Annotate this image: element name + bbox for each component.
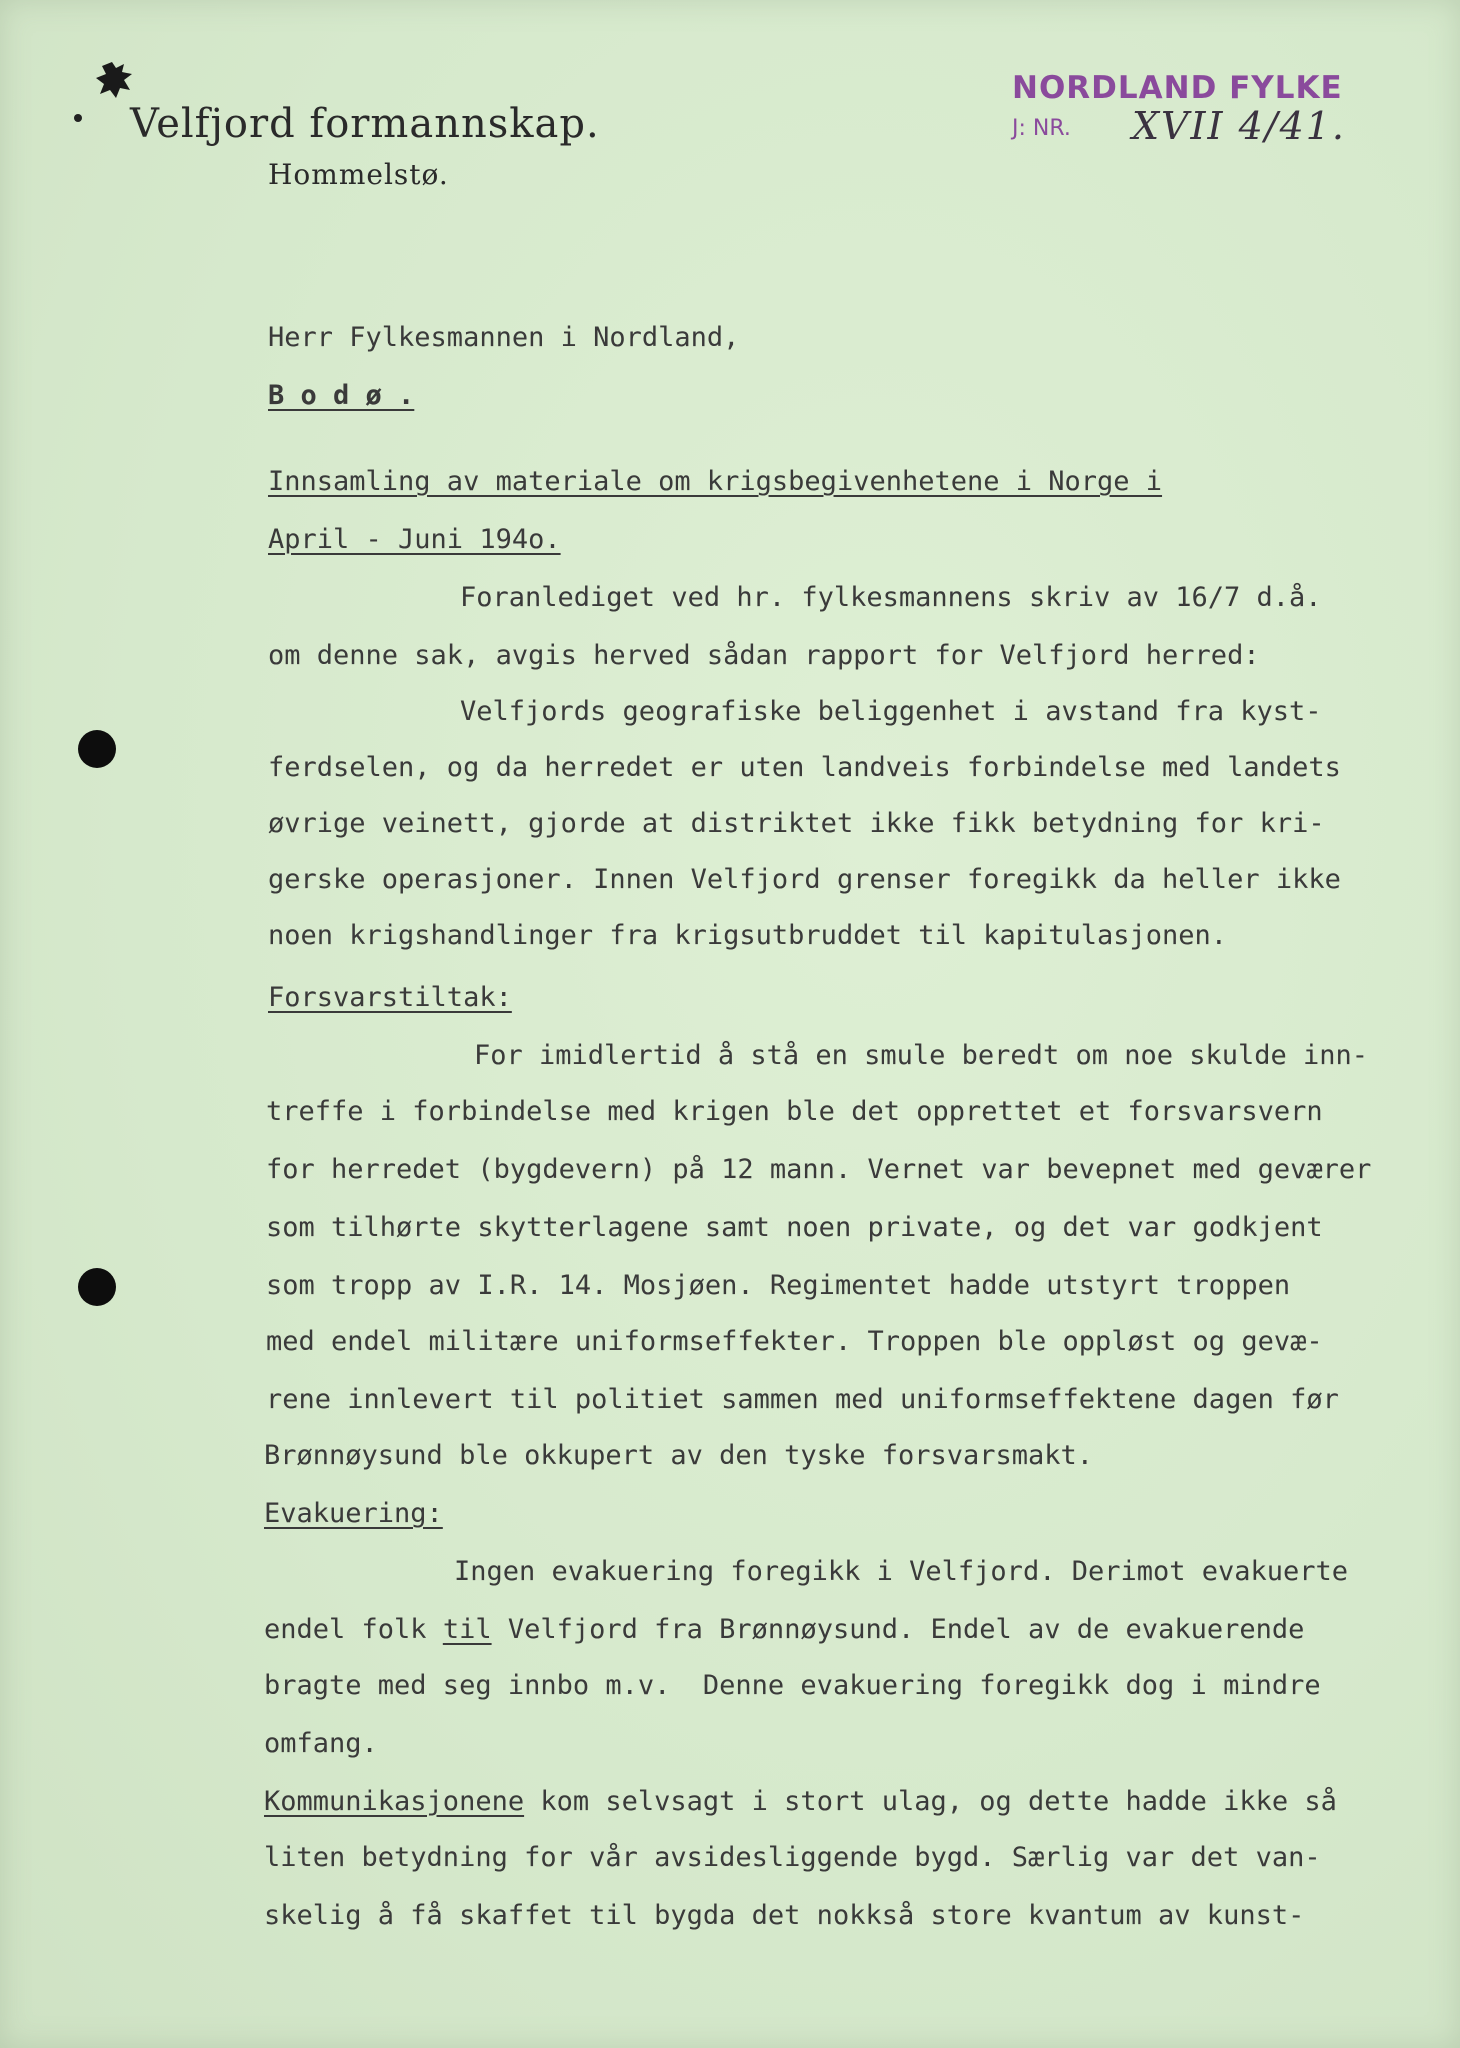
section-heading: Forsvarstiltak:	[268, 982, 512, 1013]
subject-line: April - Juni 194o.	[268, 524, 561, 555]
punch-hole	[78, 730, 116, 768]
section-heading: Kommunikasjonene	[264, 1786, 525, 1817]
paragraph-line: bragte med seg innbo m.v. Denne evakuering foregikk dog i mindre	[264, 1670, 1321, 1701]
recipient-line: Herr Fylkesmannen i Nordland,	[268, 322, 740, 353]
recipient-city: B o d ø .	[268, 380, 415, 411]
stamp-jnr-label: J: NR.	[1012, 116, 1071, 141]
paragraph-line: Ingen evakuering foregikk i Velfjord. Derimot evakuerte	[454, 1556, 1349, 1587]
text-segment: Velfjord fra Brønnøysund. Endel av de evakuerende	[491, 1614, 1305, 1645]
paragraph-line: skelig å få skaffet til bygda det nokkså store kvantum av kunst-	[264, 1900, 1305, 1931]
organization-name: Velfjord formannskap.	[130, 101, 600, 147]
ink-blot-mark	[94, 60, 134, 100]
emphasized-word: til	[442, 1614, 492, 1645]
paragraph-line: med endel militære uniformseffekter. Troppen ble oppløst og gevæ-	[266, 1326, 1323, 1357]
stamp-jnr-value: XVII 4/41.	[1132, 104, 1347, 148]
organization-place: Hommelstø.	[268, 158, 449, 191]
paragraph-line: omfang.	[264, 1728, 378, 1759]
paragraph-line: gerske operasjoner. Innen Velfjord grenser foregikk da heller ikke	[268, 864, 1341, 895]
paragraph-line: Velfjords geografiske beliggenhet i avstand fra kyst-	[460, 696, 1322, 727]
paragraph-line: for herredet (bygdevern) på 12 mann. Vernet var bevepnet med geværer	[266, 1154, 1372, 1185]
paragraph-line: som tilhørte skytterlagene samt noen private, og det var godkjent	[266, 1212, 1323, 1243]
paragraph-line: øvrige veinett, gjorde at distriktet ikke fikk betydning for kri-	[268, 808, 1325, 839]
stamp-title: NORDLAND FYLKE	[1012, 70, 1343, 106]
paragraph-line: om denne sak, avgis herved sådan rapport for Velfjord herred:	[268, 640, 1260, 671]
paragraph-line: rene innlevert til politiet sammen med uniformseffektene dagen før	[266, 1384, 1339, 1415]
section-heading: Evakuering:	[264, 1498, 443, 1529]
paragraph-line	[264, 1786, 1337, 1818]
paragraph-line: som tropp av I.R. 14. Mosjøen. Regimentet hadde utstyrt troppen	[266, 1270, 1291, 1301]
paragraph-line: Foranlediget ved hr. fylkesmannens skriv av 16/7 d.å.	[460, 582, 1322, 613]
paragraph-line: ferdselen, og da herredet er uten landveis forbindelse med landets	[268, 752, 1341, 783]
paragraph-line	[264, 1614, 1304, 1646]
punch-hole	[78, 1268, 116, 1306]
bullet-dot-mark	[74, 114, 82, 122]
paragraph-line: noen krigshandlinger fra krigsutbruddet til kapitulasjonen.	[268, 920, 1228, 951]
paragraph-line: Brønnøysund ble okkupert av den tyske forsvarsmakt.	[264, 1440, 1094, 1471]
registration-stamp	[1012, 70, 1347, 148]
paragraph-line: treffe i forbindelse med krigen ble det opprettet et forsvarsvern	[266, 1096, 1323, 1127]
subject-line: Innsamling av materiale om krigsbegivenhetene i Norge i	[268, 466, 1163, 497]
text-segment: endel folk	[264, 1614, 443, 1645]
paragraph-line: For imidlertid å stå en smule beredt om noe skulde inn-	[474, 1040, 1369, 1071]
letterhead	[130, 100, 600, 191]
paragraph-line: liten betydning for vår avsidesliggende bygd. Særlig var det van-	[264, 1842, 1321, 1873]
text-segment: kom selvsagt i stort ulag, og dette hadde ikke så	[524, 1786, 1337, 1817]
